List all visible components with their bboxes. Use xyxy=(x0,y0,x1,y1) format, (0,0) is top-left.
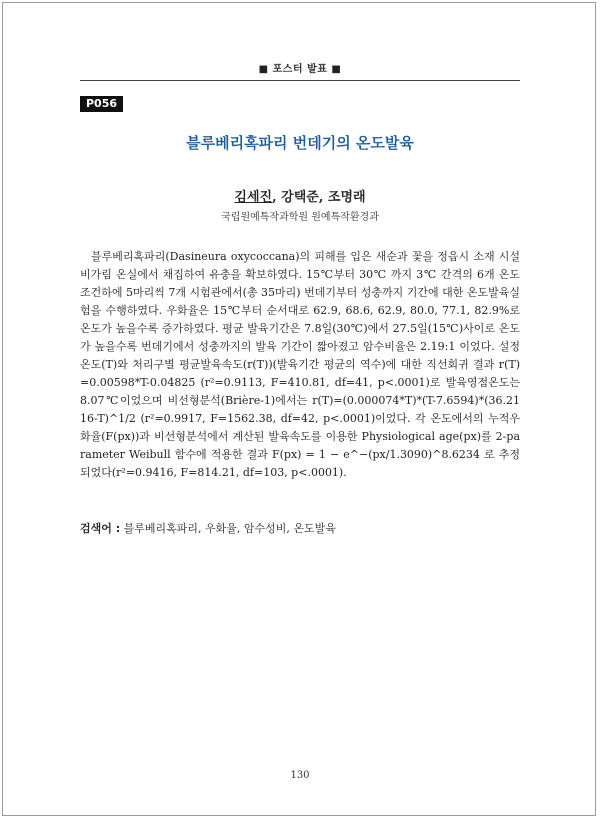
section-label: ■ 포스터 발표 ■ xyxy=(258,64,342,75)
first-author: 김세진 xyxy=(234,190,273,205)
keywords-values: 블루베리혹파리, 우화율, 암수성비, 온도발육 xyxy=(123,522,336,535)
header-rule xyxy=(80,80,520,81)
abstract-text: 블루베리혹파리(Dasineura oxycoccana)의 피해를 입은 새순과 꽃을 정읍시 소재 시설 비가림 온실에서 채집하여 유충을 확보하였다. 15℃부터 30℃ 까지 3℃ 간격의 6개 온도 조건하에 5마리씩 7개 시험관에서(총 35마리) 번데기부터 성충까지 기간에 대한 온도발육실험을 수행하였다. 우화율은 15℃부터 순서대로 62.9, 68.6, 62.9, 80.0, 77.1, 82.9%로 온도가 높을수록 증가하였다. 평균 발육기간은 7.8일(30℃)에서 27.5일(15℃)사이로 온도가 높을수록 번데기에서 성충까지의 발육 기간이 짧아졌고 암수비율은 2.19:1 이었다. 설정온도(T)와 처리구별 평균발육속도(r(T))(발육기간 평균의 역수)에 대한 직선회귀 결과 r(T)=0.00598*T-0.04825 (r²=0.9113, F=410.81, df=41, p<.0001)로 발육영점온도는 8.07℃이었으며 비선형분석(Brière-1)에서는 r(T)=(0.000074*T)*(T-7.6594)*(36.2116-T)^1/2 (r²=0.9917, F=1562.38, df=42, p<.0001)이었다. 각 온도에서의 누적우화율(F(px))과 비선형분석에서 계산된 발육속도를 이용한 Physiological age(px)를 2-parameter Weibull 함수에 적용한 결과 F(px) = 1 − e^−(px/1.3090)^8.6234 로 추정되었다(r²=0.9416, F=814.21, df=103, p<.0001). xyxy=(80,250,520,479)
author-separator: , xyxy=(272,190,282,205)
page-number: 130 xyxy=(290,770,310,781)
author-list xyxy=(0,186,600,205)
affiliation: 국립원예특작과학원 원예특작환경과 xyxy=(221,212,379,223)
co-authors: 강택준, 조명래 xyxy=(281,190,366,205)
keywords-line xyxy=(80,520,520,538)
keywords-label: 검색어 : xyxy=(80,522,121,535)
paper-title: 블루베리혹파리 번데기의 온도발육 xyxy=(186,134,414,152)
paper-code-badge: P056 xyxy=(80,96,123,112)
